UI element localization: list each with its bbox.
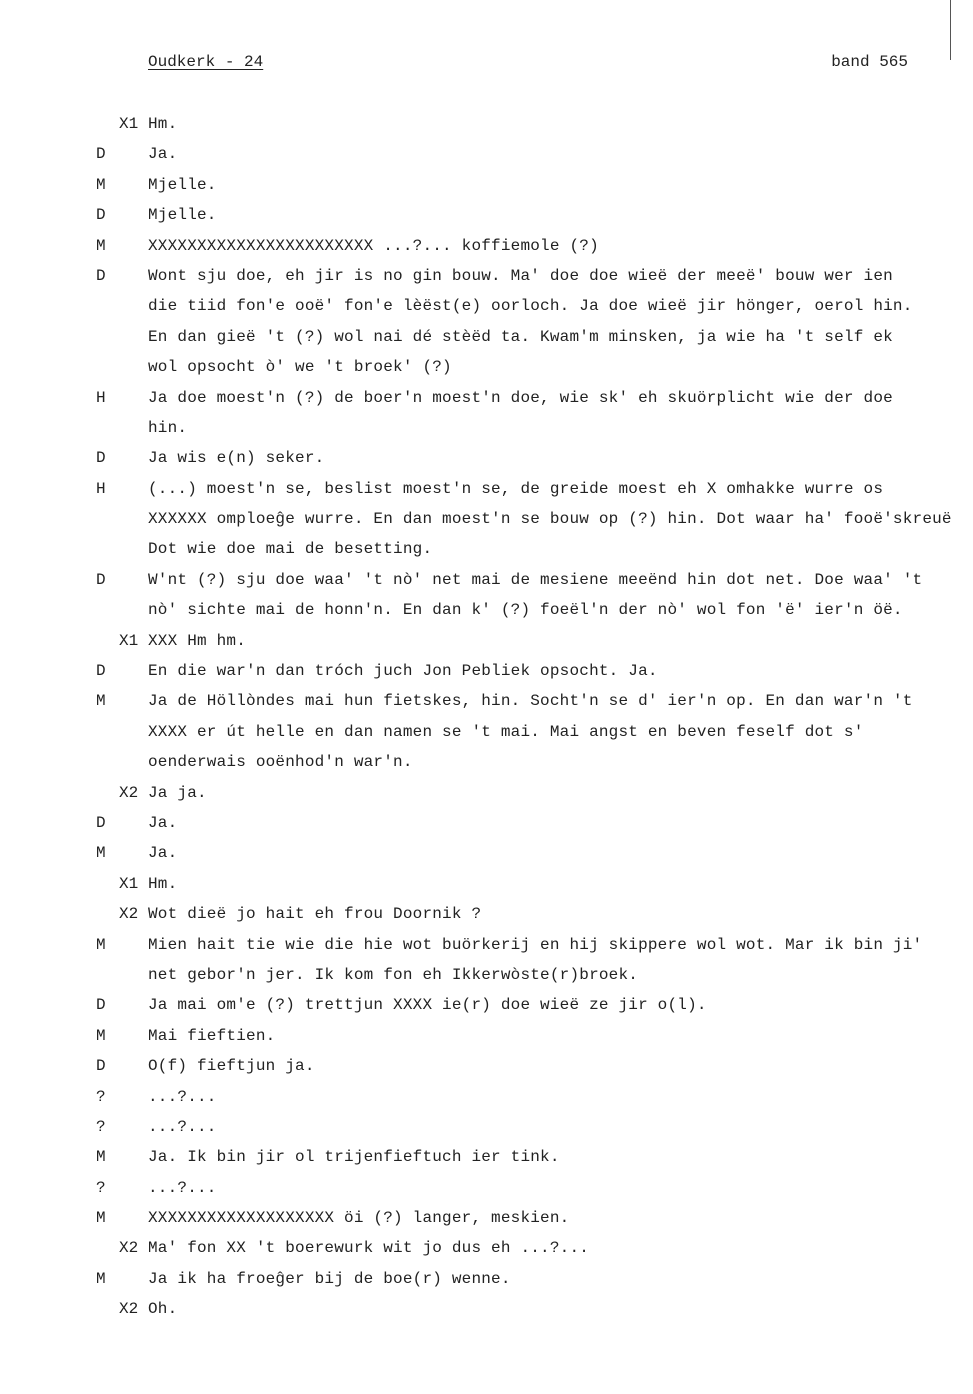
utterance-text: XXXXXX omploeĝe wurre. En dan moest'n se bouw op (?) hin. Dot waar ha' fooë'skreuë: [148, 510, 952, 529]
speaker-label: M: [96, 1209, 106, 1228]
speaker-label: ?: [96, 1117, 106, 1136]
speaker-label: ?: [96, 1178, 106, 1197]
speaker-label: M: [96, 1148, 106, 1167]
transcript-line: [0, 781, 973, 811]
utterance-text: ...?...: [148, 1117, 217, 1136]
tape-number: band 565: [831, 53, 908, 71]
transcript-line: [0, 1145, 973, 1175]
speaker-label: H: [96, 479, 106, 498]
speaker-label: D: [96, 266, 106, 285]
speaker-label: X1: [119, 874, 139, 893]
transcript-line: [0, 1236, 973, 1266]
transcript-line: [0, 1297, 973, 1327]
speaker-label: D: [96, 570, 106, 589]
page-header: [148, 53, 908, 77]
transcript-line: [0, 1085, 973, 1115]
speaker-label: ?: [96, 1087, 106, 1106]
transcript-line: [0, 750, 973, 780]
transcript-line: [0, 1206, 973, 1236]
utterance-text: Dot wie doe mai de besetting.: [148, 540, 433, 559]
utterance-text: wol opsocht ò' we 't broek' (?): [148, 358, 452, 377]
speaker-label: D: [96, 1057, 106, 1076]
utterance-text: Wont sju doe, eh jir is no gin bouw. Ma' doe doe wieë der meeë' bouw wer ien: [148, 266, 893, 285]
utterance-text: Ja de Höllòndes mai hun fietskes, hin. Socht'n se d' ier'n op. En dan war'n 't: [148, 692, 913, 711]
speaker-label: D: [96, 662, 106, 681]
transcript-line: [0, 537, 973, 567]
transcript-line: [0, 841, 973, 871]
transcript-line: [0, 629, 973, 659]
speaker-label: H: [96, 388, 106, 407]
utterance-text: hin.: [148, 418, 188, 437]
document-title: Oudkerk - 24: [148, 53, 264, 71]
utterance-text: Ma' fon XX 't boerewurk wit jo dus eh ...?...: [148, 1239, 590, 1258]
speaker-label: X2: [119, 1300, 139, 1319]
transcript-line: [0, 112, 973, 142]
speaker-label: M: [96, 1026, 106, 1045]
utterance-text: Hm.: [148, 874, 178, 893]
speaker-label: M: [96, 175, 106, 194]
transcript-line: [0, 386, 973, 416]
speaker-label: X2: [119, 1239, 139, 1258]
transcript-line: [0, 142, 973, 172]
utterance-text: XXX Hm hm.: [148, 631, 247, 650]
transcript-line: [0, 598, 973, 628]
transcript-line: [0, 1176, 973, 1206]
margin-rule: [950, 0, 951, 60]
transcript-line: [0, 1115, 973, 1145]
speaker-label: D: [96, 813, 106, 832]
utterance-text: Ja ja.: [148, 783, 207, 802]
transcript-line: [0, 1024, 973, 1054]
utterance-text: Oh.: [148, 1300, 178, 1319]
transcript-line: [0, 477, 973, 507]
transcript-line: [0, 173, 973, 203]
transcript-line: [0, 568, 973, 598]
utterance-text: ...?...: [148, 1178, 217, 1197]
transcript-line: [0, 902, 973, 932]
utterance-text: Mjelle.: [148, 206, 217, 225]
utterance-text: Ja. Ik bin jir ol trijenfieftuch ier tink.: [148, 1148, 560, 1167]
speaker-label: X1: [119, 115, 139, 133]
utterance-text: W'nt (?) sju doe waa' 't nò' net mai de mesiene meeënd hin dot net. Doe waa' 't: [148, 570, 923, 589]
utterance-text: Wot dieë jo hait eh frou Doornik ?: [148, 905, 482, 924]
utterance-text: Ja mai om'e (?) trettjun XXXX ie(r) doe wieë ze jir o(l).: [148, 996, 707, 1015]
speaker-label: D: [96, 145, 106, 164]
utterance-text: Mjelle.: [148, 175, 217, 194]
utterance-text: Ja.: [148, 844, 178, 863]
utterance-text: oenderwais ooënhod'n war'n.: [148, 753, 413, 772]
transcript-line: [0, 325, 973, 355]
utterance-text: XXXXXXXXXXXXXXXXXXXXXXX ...?... koffiemole (?): [148, 236, 599, 255]
utterance-text: ...?...: [148, 1087, 217, 1106]
utterance-text: (...) moest'n se, beslist moest'n se, de greide moest eh X omhakke wurre os: [148, 479, 884, 498]
utterance-text: Mai fieftien.: [148, 1026, 276, 1045]
utterance-text: net gebor'n jer. Ik kom fon eh Ikkerwòste(r)broek.: [148, 965, 639, 984]
utterance-text: O(f) fieftjun ja.: [148, 1057, 315, 1076]
transcript-line: [0, 689, 973, 719]
transcript-line: [0, 1267, 973, 1297]
transcript-line: [0, 507, 973, 537]
speaker-label: X2: [119, 905, 139, 924]
utterance-text: En dan gieë 't (?) wol nai dé stèëd ta. Kwam'm minsken, ja wie ha 't self ek: [148, 327, 893, 346]
transcript-line: [0, 416, 973, 446]
transcript-line: [0, 446, 973, 476]
utterance-text: die tiid fon'e ooë' fon'e lèëst(e) oorloch. Ja doe wieë jir hönger, oerol hin.: [148, 297, 913, 316]
speaker-label: M: [96, 844, 106, 863]
utterance-text: En die war'n dan tróch juch Jon Pebliek opsocht. Ja.: [148, 662, 658, 681]
transcript-line: [0, 811, 973, 841]
utterance-text: XXXXXXXXXXXXXXXXXXX öi (?) langer, meskien.: [148, 1209, 570, 1228]
transcript-line: [0, 963, 973, 993]
speaker-label: M: [96, 1269, 106, 1288]
utterance-text: Ja ik ha froeĝer bij de boe(r) wenne.: [148, 1269, 511, 1288]
utterance-text: Ja.: [148, 813, 178, 832]
speaker-label: D: [96, 206, 106, 225]
speaker-label: X1: [119, 631, 139, 650]
speaker-label: M: [96, 236, 106, 255]
utterance-text: nò' sichte mai de honn'n. En dan k' (?) foeël'n der nò' wol fon 'ë' ier'n öë.: [148, 601, 903, 620]
speaker-label: D: [96, 996, 106, 1015]
transcript-line: [0, 203, 973, 233]
utterance-text: XXXX er út helle en dan namen se 't mai. Mai angst en beven feself dot s': [148, 722, 864, 741]
utterance-text: Ja.: [148, 145, 178, 164]
transcript-line: [0, 872, 973, 902]
transcript-line: [0, 234, 973, 264]
transcript: [0, 112, 973, 1328]
transcript-line: [0, 720, 973, 750]
utterance-text: Mien hait tie wie die hie wot buörkerij en hij skippere wol wot. Mar ik bin ji': [148, 935, 923, 954]
speaker-label: X2: [119, 783, 139, 802]
transcript-line: [0, 264, 973, 294]
transcript-line: [0, 355, 973, 385]
speaker-label: M: [96, 692, 106, 711]
transcript-line: [0, 294, 973, 324]
transcript-line: [0, 659, 973, 689]
transcript-line: [0, 933, 973, 963]
transcript-line: [0, 1054, 973, 1084]
speaker-label: D: [96, 449, 106, 468]
transcript-line: [0, 993, 973, 1023]
utterance-text: Ja wis e(n) seker.: [148, 449, 325, 468]
speaker-label: M: [96, 935, 106, 954]
utterance-text: Ja doe moest'n (?) de boer'n moest'n doe, wie sk' eh skuörplicht wie der doe: [148, 388, 893, 407]
utterance-text: Hm.: [148, 115, 178, 133]
